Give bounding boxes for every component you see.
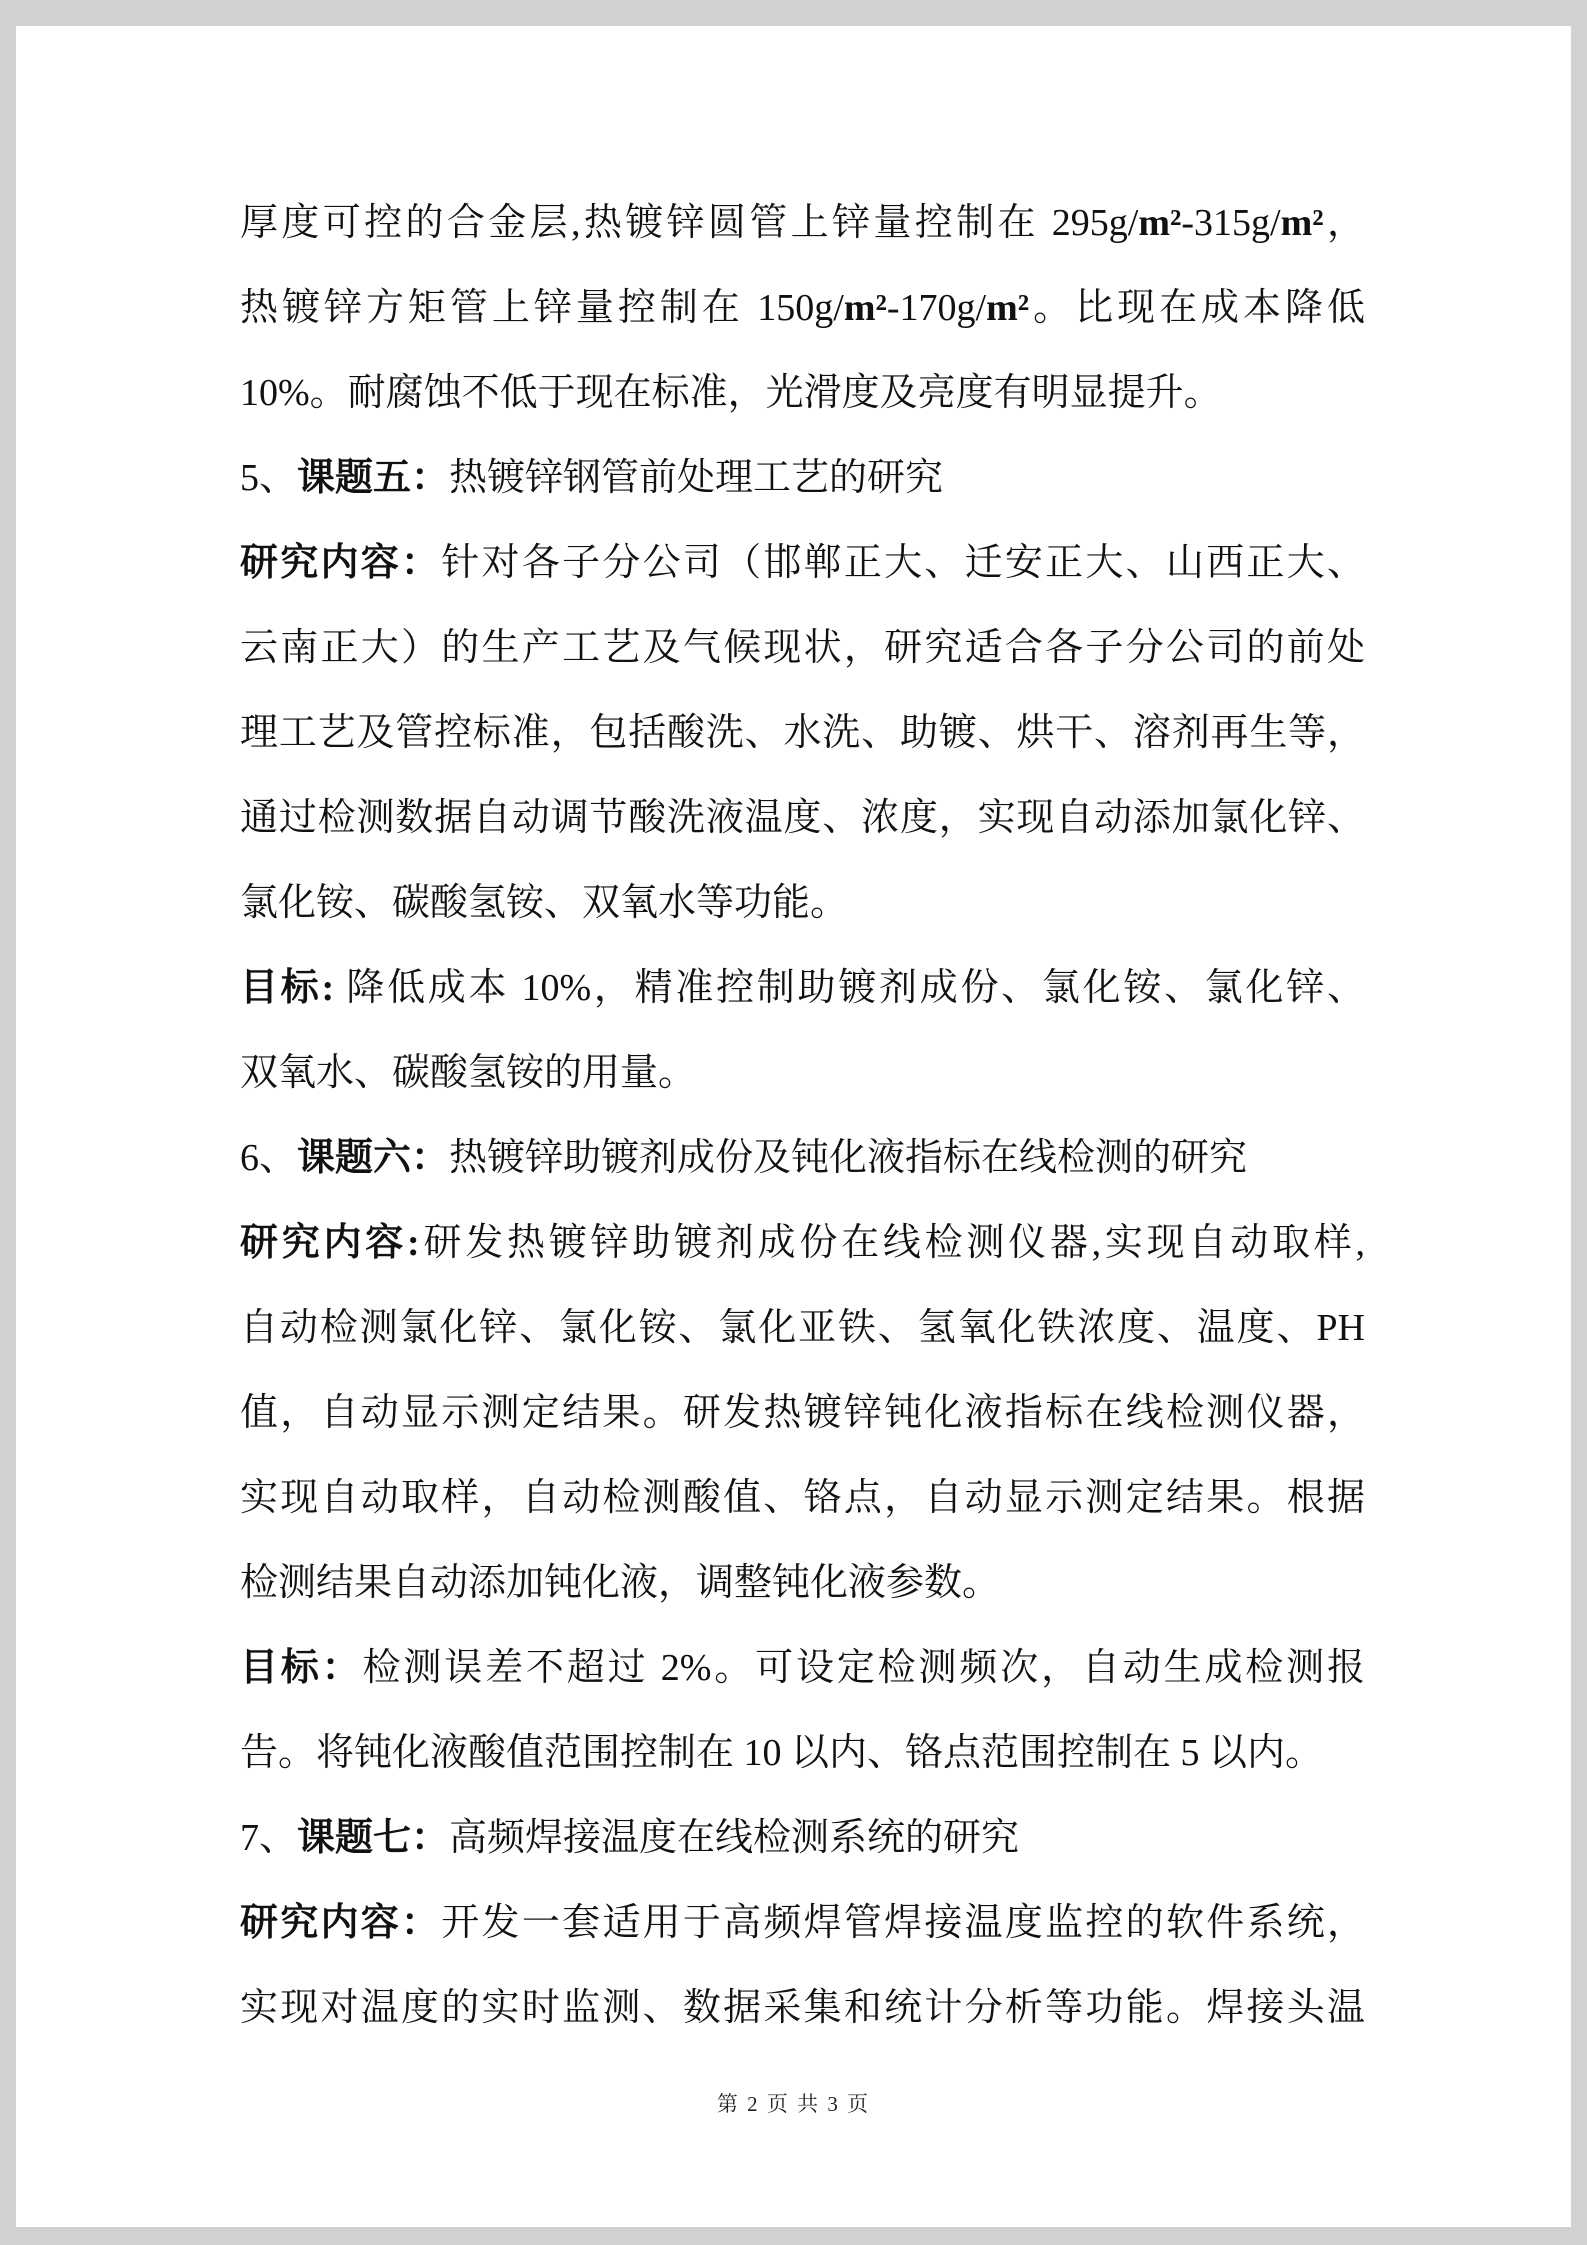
text-run-bold: 研究内容:	[240, 1222, 420, 1264]
text-line	[240, 1456, 1365, 1541]
text-line	[240, 521, 1365, 606]
text-run: 研发热镀锌助镀剂成份在线检测仪器,实现自动取样,	[419, 1222, 1365, 1264]
text-line	[240, 1286, 1365, 1371]
text-run: 热镀锌方矩管上锌量控制在 150g/	[240, 287, 844, 329]
text-line	[240, 946, 1365, 1031]
text-line	[240, 1626, 1365, 1711]
text-run: 开发一套适用于高频焊管焊接温度监控的软件系统，	[441, 1902, 1365, 1944]
text-run: 告。将钝化液酸值范围控制在 10 以内、铬点范围控制在 5 以内。	[240, 1732, 1324, 1774]
text-line	[240, 1541, 1365, 1626]
text-run: 热镀锌助镀剂成份及钝化液指标在线检测的研究	[449, 1137, 1248, 1179]
text-run: 实现自动取样，自动检测酸值、铬点，自动显示测定结果。根据	[240, 1477, 1365, 1519]
text-line	[240, 1881, 1365, 1966]
text-line	[240, 691, 1365, 776]
text-run: 10%。耐腐蚀不低于现在标准，光滑度及亮度有明显提升。	[240, 372, 1222, 414]
text-run: 5、	[240, 457, 298, 499]
text-run: -315g/	[1181, 202, 1281, 244]
text-run-bold: m²	[843, 287, 887, 329]
text-run: 氯化铵、碳酸氢铵、双氧水等功能。	[240, 882, 849, 924]
text-run-bold: 研究内容：	[240, 1902, 442, 1944]
text-line	[240, 351, 1365, 436]
text-run: 热镀锌钢管前处理工艺的研究	[449, 457, 944, 499]
text-line	[240, 1711, 1365, 1796]
text-line	[240, 436, 1365, 521]
text-run-bold: 研究内容：	[240, 542, 442, 584]
text-run: 实现对温度的实时监测、数据采集和统计分析等功能。焊接头温	[240, 1987, 1365, 2029]
text-run-bold: 目标：	[240, 1647, 363, 1689]
text-run: 通过检测数据自动调节酸洗液温度、浓度，实现自动添加氯化锌、	[240, 797, 1365, 839]
text-run-bold: m²	[1138, 202, 1182, 244]
text-run: 7、	[240, 1817, 298, 1859]
text-line	[240, 1371, 1365, 1456]
text-line	[240, 181, 1365, 266]
text-line	[240, 266, 1365, 351]
text-run: 6、	[240, 1137, 298, 1179]
text-run: 双氧水、碳酸氢铵的用量。	[240, 1052, 697, 1094]
text-line	[240, 1966, 1365, 2051]
document-page	[16, 26, 1571, 2227]
text-line	[240, 606, 1365, 691]
text-run-bold: 目标:	[240, 967, 335, 1009]
text-run: ，	[1323, 202, 1365, 244]
text-run: 理工艺及管控标准，包括酸洗、水洗、助镀、烘干、溶剂再生等，	[240, 712, 1365, 754]
text-run-bold: m²	[986, 287, 1030, 329]
page-number-footer: 第 2 页 共 3 页	[716, 2092, 871, 2116]
text-run: 值，自动显示测定结果。研发热镀锌钝化液指标在线检测仪器，	[240, 1392, 1365, 1434]
document-body	[16, 26, 1571, 2051]
text-run: 降低成本 10%，精准控制助镀剂成份、氯化铵、氯化锌、	[334, 967, 1365, 1009]
text-run: 厚度可控的合金层,热镀锌圆管上锌量控制在 295g/	[240, 202, 1139, 244]
text-run: 针对各子分公司（邯郸正大、迁安正大、山西正大、	[441, 542, 1365, 584]
text-line	[240, 1796, 1365, 1881]
text-run-bold: 课题五：	[297, 457, 450, 499]
text-line	[240, 1031, 1365, 1116]
text-run: 高频焊接温度在线检测系统的研究	[449, 1817, 1020, 1859]
text-run-bold: 课题六：	[297, 1137, 450, 1179]
text-line	[240, 1116, 1365, 1201]
text-run: -170g/	[886, 287, 987, 329]
text-run: 自动检测氯化锌、氯化铵、氯化亚铁、氢氧化铁浓度、温度、PH	[240, 1307, 1365, 1349]
text-line	[240, 861, 1365, 946]
text-run-bold: m²	[1280, 202, 1324, 244]
text-run: 检测结果自动添加钝化液，调整钝化液参数。	[240, 1562, 1001, 1604]
text-run: 云南正大）的生产工艺及气候现状，研究适合各子分公司的前处	[240, 627, 1365, 669]
text-run: 检测误差不超过 2%。可设定检测频次，自动生成检测报	[362, 1647, 1365, 1689]
text-line	[240, 1201, 1365, 1286]
text-run-bold: 课题七：	[297, 1817, 450, 1859]
text-line	[240, 776, 1365, 861]
text-run: 。比现在成本降低	[1029, 287, 1365, 329]
